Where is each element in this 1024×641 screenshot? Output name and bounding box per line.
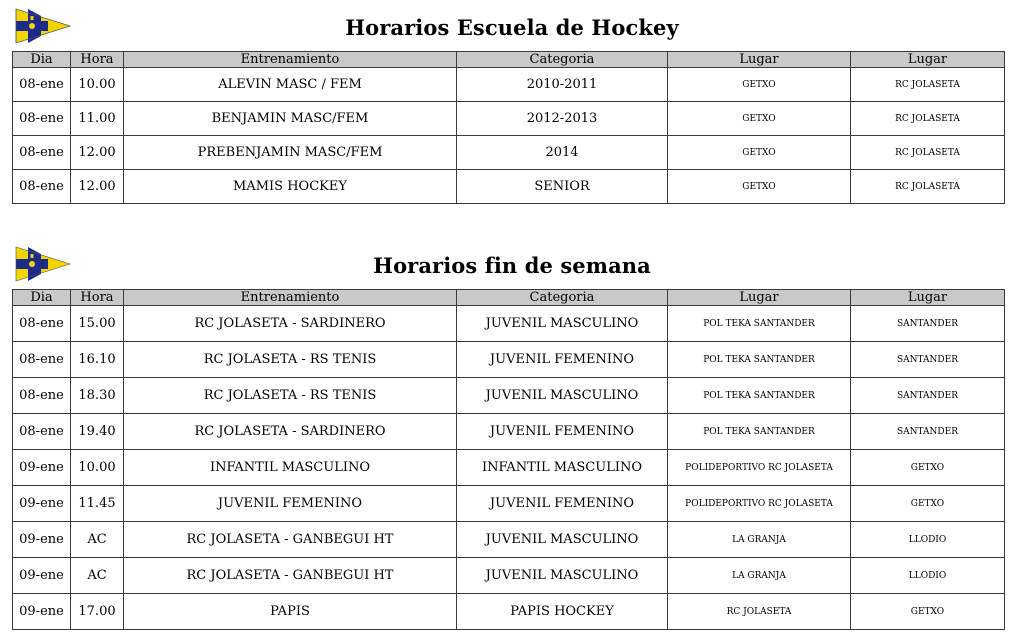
cell-lugar: RC JOLASETA xyxy=(668,594,851,630)
cell-categoria: JUVENIL MASCULINO xyxy=(457,306,668,342)
table-row xyxy=(13,136,1005,170)
col-lugar: Lugar xyxy=(668,290,851,306)
cell-lugar: LA GRANJA xyxy=(668,522,851,558)
cell-lugar-2: SANTANDER xyxy=(851,414,1005,450)
cell-dia: 09-ene xyxy=(13,450,71,486)
cell-hora: 18.30 xyxy=(71,378,124,414)
cell-hora: 10.00 xyxy=(71,450,124,486)
table-row xyxy=(13,594,1005,630)
col-hora: Hora xyxy=(71,52,124,68)
cell-dia: 08-ene xyxy=(13,414,71,450)
cell-hora: 12.00 xyxy=(71,170,124,204)
cell-dia: 09-ene xyxy=(13,594,71,630)
cell-lugar: LA GRANJA xyxy=(668,558,851,594)
col-categoria: Categoria xyxy=(457,290,668,306)
cell-categoria: 2012-2013 xyxy=(457,102,668,136)
cell-lugar: GETXO xyxy=(668,68,851,102)
cell-entrenamiento: ALEVIN MASC / FEM xyxy=(124,68,457,102)
table-row xyxy=(13,450,1005,486)
cell-lugar: POL TEKA SANTANDER xyxy=(668,342,851,378)
cell-dia: 08-ene xyxy=(13,378,71,414)
cell-entrenamiento: BENJAMIN MASC/FEM xyxy=(124,102,457,136)
cell-lugar-2: GETXO xyxy=(851,594,1005,630)
cell-lugar-2: SANTANDER xyxy=(851,342,1005,378)
cell-lugar: POLIDEPORTIVO RC JOLASETA xyxy=(668,486,851,522)
table-row xyxy=(13,378,1005,414)
cell-lugar: GETXO xyxy=(668,136,851,170)
cell-hora: 11.45 xyxy=(71,486,124,522)
cell-hora: 12.00 xyxy=(71,136,124,170)
table-row xyxy=(13,486,1005,522)
cell-lugar-2: RC JOLASETA xyxy=(851,170,1005,204)
cell-hora: AC xyxy=(71,522,124,558)
cell-hora: 19.40 xyxy=(71,414,124,450)
cell-lugar-2: RC JOLASETA xyxy=(851,136,1005,170)
cell-entrenamiento: RC JOLASETA - RS TENIS xyxy=(124,378,457,414)
cell-hora: 17.00 xyxy=(71,594,124,630)
cell-lugar-2: RC JOLASETA xyxy=(851,102,1005,136)
cell-lugar: POLIDEPORTIVO RC JOLASETA xyxy=(668,450,851,486)
weekend-schedule-table xyxy=(12,289,1005,630)
col-entrenamiento: Entrenamiento xyxy=(124,52,457,68)
cell-entrenamiento: RC JOLASETA - SARDINERO xyxy=(124,306,457,342)
cell-dia: 08-ene xyxy=(13,68,71,102)
cell-categoria: 2014 xyxy=(457,136,668,170)
cell-hora: 16.10 xyxy=(71,342,124,378)
table-header-row xyxy=(13,52,1005,68)
cell-dia: 08-ene xyxy=(13,102,71,136)
col-entrenamiento: Entrenamiento xyxy=(124,290,457,306)
table-row xyxy=(13,170,1005,204)
cell-categoria: INFANTIL MASCULINO xyxy=(457,450,668,486)
cell-dia: 08-ene xyxy=(13,342,71,378)
cell-hora: 15.00 xyxy=(71,306,124,342)
cell-categoria: JUVENIL MASCULINO xyxy=(457,558,668,594)
cell-hora: 11.00 xyxy=(71,102,124,136)
col-dia: Dia xyxy=(13,290,71,306)
cell-entrenamiento: PAPIS xyxy=(124,594,457,630)
cell-dia: 08-ene xyxy=(13,170,71,204)
col-hora: Hora xyxy=(71,290,124,306)
table-row xyxy=(13,342,1005,378)
table-row xyxy=(13,522,1005,558)
cell-lugar-2: LLODIO xyxy=(851,522,1005,558)
table-row xyxy=(13,68,1005,102)
cell-lugar: POL TEKA SANTANDER xyxy=(668,306,851,342)
cell-hora: AC xyxy=(71,558,124,594)
cell-categoria: PAPIS HOCKEY xyxy=(457,594,668,630)
cell-lugar: GETXO xyxy=(668,102,851,136)
col-lugar: Lugar xyxy=(668,52,851,68)
school-schedule-table xyxy=(12,51,1005,204)
col-lugar-2: Lugar xyxy=(851,290,1005,306)
cell-lugar-2: LLODIO xyxy=(851,558,1005,594)
col-dia: Dia xyxy=(13,52,71,68)
cell-dia: 09-ene xyxy=(13,486,71,522)
cell-categoria: JUVENIL FEMENINO xyxy=(457,486,668,522)
cell-entrenamiento: RC JOLASETA - GANBEGUI HT xyxy=(124,522,457,558)
cell-entrenamiento: RC JOLASETA - RS TENIS xyxy=(124,342,457,378)
cell-lugar: POL TEKA SANTANDER xyxy=(668,414,851,450)
table-row xyxy=(13,102,1005,136)
cell-categoria: JUVENIL MASCULINO xyxy=(457,522,668,558)
cell-entrenamiento: RC JOLASETA - GANBEGUI HT xyxy=(124,558,457,594)
table-row xyxy=(13,306,1005,342)
cell-dia: 09-ene xyxy=(13,558,71,594)
cell-entrenamiento: JUVENIL FEMENINO xyxy=(124,486,457,522)
col-lugar-2: Lugar xyxy=(851,52,1005,68)
cell-entrenamiento: INFANTIL MASCULINO xyxy=(124,450,457,486)
cell-lugar-2: GETXO xyxy=(851,450,1005,486)
cell-dia: 09-ene xyxy=(13,522,71,558)
school-schedule-title: Horarios Escuela de Hockey xyxy=(345,15,679,40)
cell-lugar: GETXO xyxy=(668,170,851,204)
cell-categoria: SENIOR xyxy=(457,170,668,204)
table-row xyxy=(13,414,1005,450)
cell-categoria: JUVENIL FEMENINO xyxy=(457,342,668,378)
cell-lugar-2: GETXO xyxy=(851,486,1005,522)
cell-dia: 08-ene xyxy=(13,306,71,342)
cell-entrenamiento: RC JOLASETA - SARDINERO xyxy=(124,414,457,450)
cell-entrenamiento: MAMIS HOCKEY xyxy=(124,170,457,204)
cell-lugar-2: RC JOLASETA xyxy=(851,68,1005,102)
weekend-schedule-title: Horarios fin de semana xyxy=(373,253,651,278)
table-row xyxy=(13,558,1005,594)
cell-lugar-2: SANTANDER xyxy=(851,378,1005,414)
col-categoria: Categoria xyxy=(457,52,668,68)
cell-categoria: JUVENIL FEMENINO xyxy=(457,414,668,450)
cell-lugar-2: SANTANDER xyxy=(851,306,1005,342)
cell-entrenamiento: PREBENJAMIN MASC/FEM xyxy=(124,136,457,170)
cell-lugar: POL TEKA SANTANDER xyxy=(668,378,851,414)
table-header-row xyxy=(13,290,1005,306)
cell-categoria: JUVENIL MASCULINO xyxy=(457,378,668,414)
cell-categoria: 2010-2011 xyxy=(457,68,668,102)
cell-dia: 08-ene xyxy=(13,136,71,170)
cell-hora: 10.00 xyxy=(71,68,124,102)
